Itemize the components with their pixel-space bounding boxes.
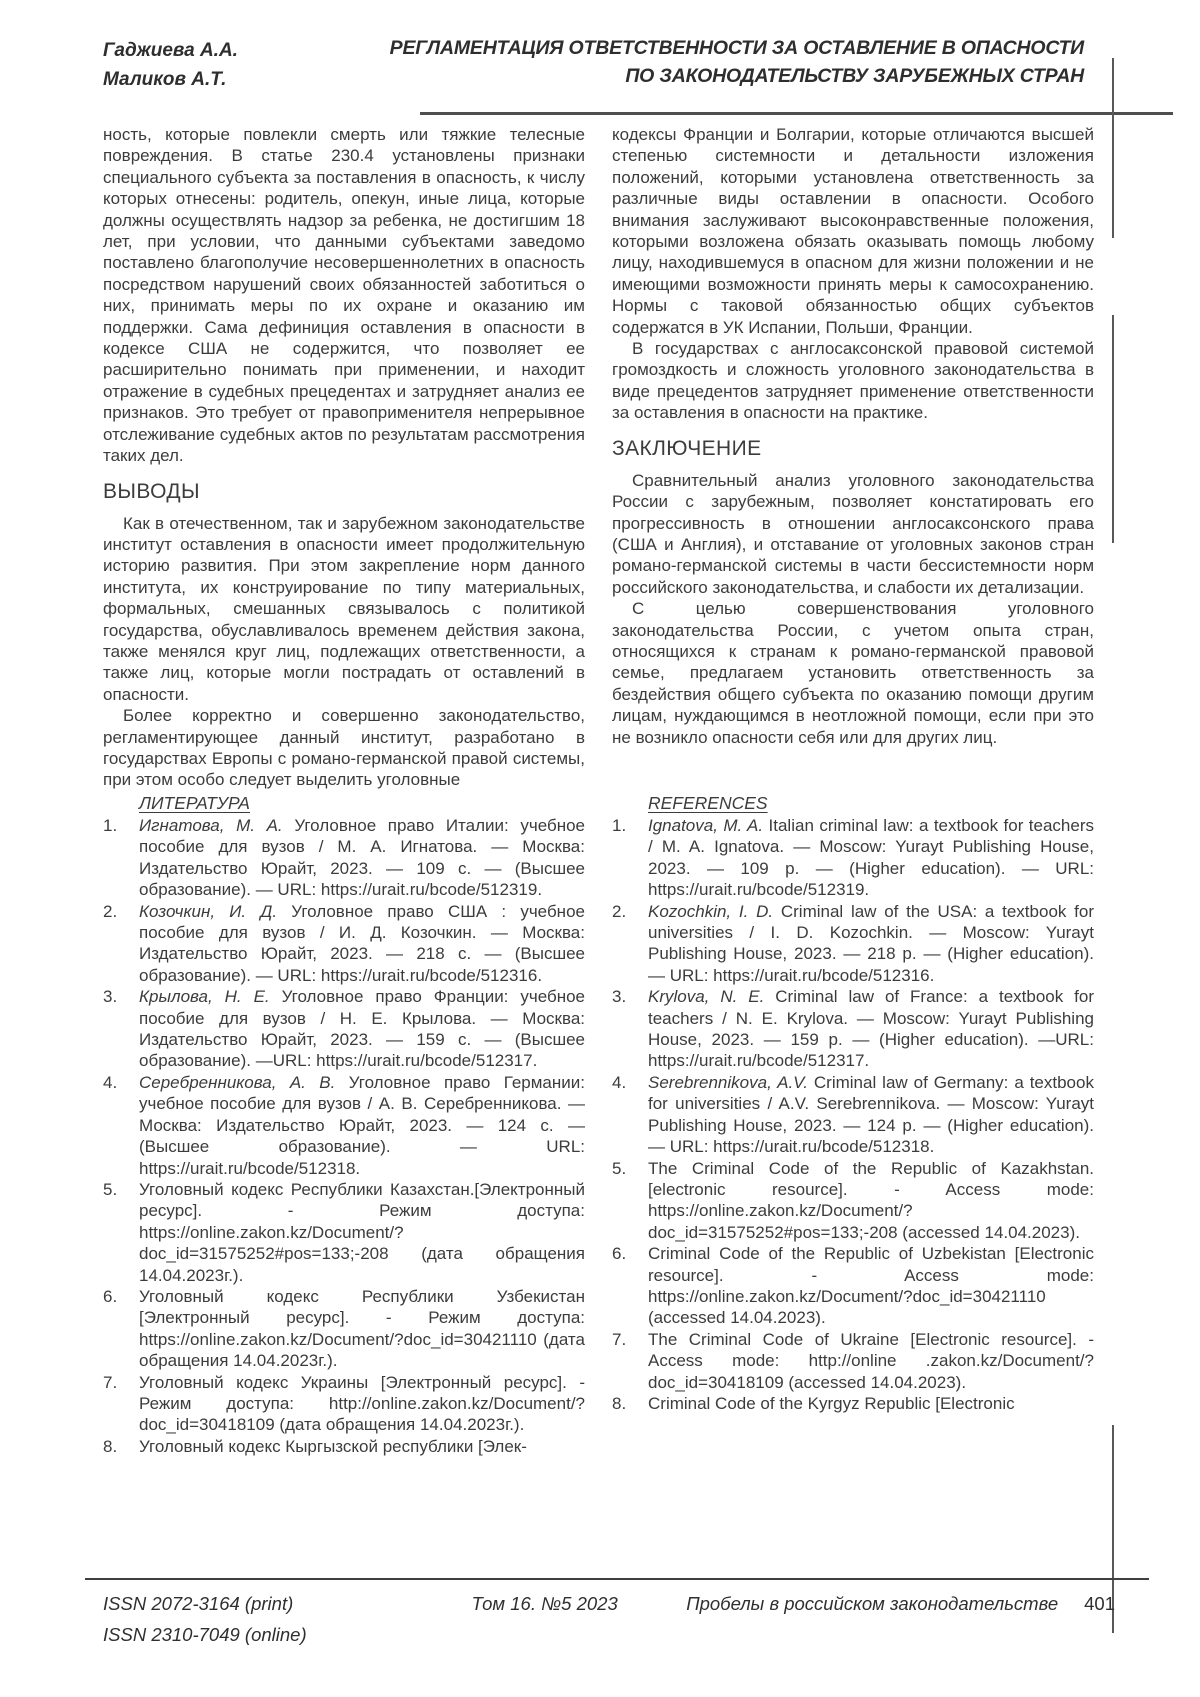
article-title bbox=[384, 34, 1084, 90]
paragraph: Сравнительный анализ уголовного законодательства России с зарубежным, позволяет констатировать его прогрессивность в отношении англосаксонского права (США и Англия), и отставание от уголовных законов стран романо-германской системы в части бессистемности норм российского законодательства, и слабости их детализации. bbox=[612, 470, 1094, 597]
reference-body: Уголовный кодекс Республики Узбекистан [Электронный ресурс]. - Режим доступа: https://online.zakon.kz/Document/?doc_id=30421110 (дата обращения 14.04.2023г.). bbox=[139, 1286, 585, 1371]
reference-author: Kozochkin, I. D. bbox=[648, 901, 774, 921]
paragraph: В государствах с англосаксонской правовой системой громоздкость и сложность уголовного законодательства в виде прецедентов затрудняет применение ответственности за оставления в опасности на практике. bbox=[612, 339, 1094, 423]
reference-author: Серебренникова, А. В. bbox=[139, 1072, 336, 1092]
reference-author: Игнатова, М. А. bbox=[139, 816, 283, 835]
reference-number: 1. bbox=[612, 816, 627, 835]
references-list bbox=[612, 815, 1094, 1414]
reference-text bbox=[648, 901, 1094, 987]
reference-text bbox=[648, 1329, 1094, 1393]
reference-number: 2. bbox=[103, 901, 118, 921]
reference-number: 3. bbox=[103, 987, 118, 1007]
reference-author: Krylova, N. E. bbox=[648, 987, 765, 1007]
right-margin-rule-middle bbox=[1112, 315, 1114, 543]
reference-number: 2. bbox=[612, 901, 627, 921]
reference-number: 8. bbox=[612, 1393, 627, 1413]
references-section bbox=[612, 793, 1094, 1457]
reference-item bbox=[612, 986, 1094, 1072]
reference-number: 1. bbox=[103, 816, 118, 835]
reference-body: Уголовный кодекс Кыргызской республики [Элек- bbox=[139, 1436, 527, 1456]
literature-section bbox=[103, 793, 585, 1457]
reference-number: 5. bbox=[612, 1158, 627, 1178]
header-rule bbox=[420, 112, 1173, 115]
paragraph: С целью совершенствования уголовного законодательства России, с учетом опыта стран, относящихся к странам к романо-германской правовой семье, предлагаем установить ответственность за бездействия общего субъекта по оказанию помощи другим лицам, нуждающимся в неотложной помощи, если при это не возникло опасности себя или для других лиц. bbox=[612, 599, 1094, 747]
reference-text bbox=[139, 1072, 585, 1179]
reference-body: Уголовный кодекс Республики Казахстан.[Электронный ресурс]. - Режим доступа: https://online.zakon.kz/Document/?doc_id=31575252#pos=133;-208 (дата обращения 14.04.2023г.). bbox=[139, 1179, 585, 1285]
reference-body: The Criminal Code of the Republic of Kazakhstan. [electronic resource]. - Access mode: https://online.zakon.kz/Document/?doc_id=31575252#pos=133;-208 (accessed 14.04.2023). bbox=[648, 1158, 1094, 1242]
reference-number: 8. bbox=[103, 1436, 118, 1456]
reference-body: Уголовное право Германии: учебное пособие для вузов / А. В. Серебренникова. — Москва: Издательство Юрайт, 2023. — 124 с. — (Высшее образование). — URL: https://urait.ru/bcode/512318. bbox=[139, 1072, 585, 1178]
reference-item bbox=[612, 1393, 1094, 1414]
reference-item bbox=[103, 901, 585, 987]
page-footer bbox=[103, 1588, 1115, 1650]
reference-body: Уголовное право США : учебное пособие для вузов / И. Д. Козочкин. — Москва: Издательство Юрайт, 2023. — 218 с. — (Высшее образование). — URL: https://urait.ru/bcode/512316. bbox=[139, 901, 585, 985]
reference-item bbox=[612, 1072, 1094, 1158]
reference-body: Criminal law of France: a textbook for teachers / N. E. Krylova. — Moscow: Yurayt Publishing House, 2023. — 159 p. — (Higher education). —URL: https://urait.ru/bcode/512317. bbox=[648, 987, 1094, 1071]
reference-item bbox=[103, 1072, 585, 1179]
reference-item bbox=[612, 815, 1094, 901]
authors-block bbox=[103, 36, 238, 94]
references-heading: REFERENCES bbox=[648, 793, 768, 813]
reference-number: 4. bbox=[103, 1072, 118, 1092]
reference-number: 4. bbox=[612, 1072, 627, 1092]
reference-body: Уголовное право Франции: учебное пособие для вузов / Н. Е. Крылова. — Москва: Издательство Юрайт, 2023. — 159 с. — (Высшее образование). —URL: https://urait.ru/bcode/512317. bbox=[139, 987, 586, 1071]
reference-body: Уголовный кодекс Украины [Электронный ресурс]. - Режим доступа: http://online.zakon.kz/Document/?doc_id=30418109 (дата обращения 14.04.2023г.). bbox=[139, 1372, 585, 1435]
reference-text bbox=[139, 1179, 585, 1286]
issn-print: ISSN 2072-3164 (print) bbox=[103, 1593, 294, 1614]
article-title-line-2: ПО ЗАКОНОДАТЕЛЬСТВУ ЗАРУБЕЖНЫХ СТРАН bbox=[625, 65, 1084, 87]
section-heading-conclusions-ru: ВЫВОДЫ bbox=[103, 479, 200, 503]
reference-item bbox=[103, 1179, 585, 1286]
page-number: 401 bbox=[1084, 1593, 1115, 1614]
reference-text bbox=[139, 986, 585, 1072]
reference-author: Крылова, Н. Е. bbox=[139, 987, 270, 1007]
reference-item bbox=[103, 1436, 585, 1457]
reference-item bbox=[103, 815, 585, 901]
reference-text bbox=[648, 1072, 1094, 1158]
reference-text bbox=[139, 815, 585, 901]
journal-name-block bbox=[686, 1588, 1115, 1619]
reference-text bbox=[139, 901, 585, 987]
footer-rule bbox=[85, 1578, 1149, 1580]
reference-text bbox=[648, 815, 1094, 901]
reference-text bbox=[648, 986, 1094, 1072]
paragraph: кодексы Франции и Болгарии, которые отличаются высшей степенью системности и детальности изложения положений, которыми установлена ответственность за различные виды оставлении в опасности. Особого внимания заслуживают высоконравственные положения, которыми возложена обязать оказывать помощь любому лицу, находившемуся в опасном для жизни положении и не имеющими возможности принять меры к самосохранению. Нормы с таковой обязанностью общих субъектов содержатся в УК Испании, Польши, Франции. bbox=[612, 125, 1094, 337]
reference-text bbox=[139, 1286, 585, 1372]
literature-heading: ЛИТЕРАТУРА bbox=[139, 793, 250, 813]
left-column-body bbox=[103, 124, 585, 793]
article-content bbox=[103, 124, 1094, 1457]
reference-item bbox=[612, 1243, 1094, 1329]
reference-number: 3. bbox=[612, 987, 627, 1007]
author-name-2: Маликов А.Т. bbox=[103, 69, 227, 90]
reference-item bbox=[103, 1286, 585, 1372]
reference-item bbox=[612, 1329, 1094, 1393]
reference-body: Criminal Code of the Kyrgyz Republic [Electronic bbox=[648, 1393, 1015, 1413]
reference-number: 6. bbox=[103, 1286, 118, 1306]
section-heading-conclusion: ЗАКЛЮЧЕНИЕ bbox=[612, 436, 762, 460]
reference-text bbox=[648, 1243, 1094, 1329]
reference-body: Criminal Code of the Republic of Uzbekistan [Electronic resource]. - Access mode: https://online.zakon.kz/Document/?doc_id=30421110 (accessed 14.04.2023). bbox=[648, 1244, 1094, 1328]
reference-item bbox=[612, 1158, 1094, 1244]
author-name-1: Гаджиева А.А. bbox=[103, 40, 238, 61]
reference-body: Criminal law of the USA: a textbook for universities / I. D. Kozochkin. — Moscow: Yurayt Publishing House, 2023. — 218 p. — (Higher education). — URL: https://urait.ru/bcode/512316. bbox=[648, 901, 1094, 985]
reference-body: Italian criminal law: a textbook for teachers / M. A. Ignatova. — Moscow: Yurayt Publishing House, 2023. — 109 p. — (Higher education). — URL: https://urait.ru/bcode/512319. bbox=[648, 816, 1094, 900]
reference-author: Козочкин, И. Д. bbox=[139, 901, 278, 921]
reference-number: 7. bbox=[103, 1372, 118, 1392]
article-title-line-1: РЕГЛАМЕНТАЦИЯ ОТВЕТСТВЕННОСТИ ЗА ОСТАВЛЕНИЕ В ОПАСНОСТИ bbox=[389, 37, 1084, 59]
journal-name: Пробелы в российском законодательстве bbox=[686, 1593, 1059, 1614]
right-column-body bbox=[612, 124, 1094, 793]
reference-item bbox=[103, 986, 585, 1072]
reference-author: Serebrennikova, A.V. bbox=[648, 1072, 808, 1092]
reference-text bbox=[139, 1372, 585, 1436]
reference-text bbox=[139, 1436, 585, 1457]
reference-item bbox=[103, 1372, 585, 1436]
issn-online: ISSN 2310-7049 (online) bbox=[103, 1624, 307, 1645]
issn-block bbox=[103, 1588, 403, 1650]
reference-item bbox=[612, 901, 1094, 987]
right-margin-rule-top bbox=[1112, 58, 1114, 238]
volume-info: Том 16. №5 2023 bbox=[471, 1593, 618, 1614]
paragraph: ность, которые повлекли смерть или тяжкие телесные повреждения. В статье 230.4 установлены признаки специального субъекта за поставления в опасность, к числу которых отнесены: родитель, опекун, иные лица, которые должны осуществлять надзор за ребенка, не достигшим 18 лет, при условии, что данными субъектами заведомо поставлено благополучие несовершеннолетних в опасность посредством нарушений своих обязанностей заботиться о них, принимать меры по их охране и оказанию им поддержки. Сама дефиниция оставления в опасности в кодексе США не содержится, что позволяет ее расширительно понимать при применении, и находит отражение в судебных прецедентах и затрудняет анализ ее признаков. Это требует от правоприменителя непрерывное отслеживание судебных актов по результатам рассмотрения таких дел. bbox=[103, 125, 585, 466]
reference-author: Ignatova, M. A. bbox=[648, 816, 764, 835]
reference-number: 7. bbox=[612, 1329, 627, 1349]
reference-body: Criminal law of Germany: a textbook for universities / A.V. Serebrennikova. — Moscow: Yurayt Publishing House, 2023. — 124 p. — (Higher education). — URL: https://urait.ru/bcode/512318. bbox=[648, 1072, 1094, 1157]
reference-text bbox=[648, 1393, 1094, 1414]
reference-number: 5. bbox=[103, 1179, 118, 1199]
reference-body: The Criminal Code of Ukraine [Electronic resource]. - Access mode: http://online .zakon.kz/Document/?doc_id=30418109 (accessed 14.04.2023). bbox=[648, 1329, 1094, 1392]
paragraph: Как в отечественном, так и зарубежном законодательстве институт оставления в опасности имеет продолжительную историю развития. При этом закрепление норм данного института, их конструирование по типу материальных, формальных, смешанных связывалось с политикой государства, обуславливалось временем действия закона, также менялся круг лиц, подлежащих ответственности, а также лиц, которые могли пострадать от оставлений в опасности. bbox=[103, 513, 585, 704]
reference-text bbox=[648, 1158, 1094, 1244]
reference-number: 6. bbox=[612, 1244, 627, 1264]
paragraph: Более корректно и совершенно законодательство, регламентирующее данный институт, разработано в государствах Европы с романо-германской правой системы, при этом особо следует выделить уголовные bbox=[103, 706, 585, 790]
literature-list bbox=[103, 815, 585, 1457]
reference-body: Уголовное право Италии: учебное пособие для вузов / М. А. Игнатова. — Москва: Издательство Юрайт, 2023. — 109 с. — (Высшее образование). — URL: https://urait.ru/bcode/512319. bbox=[139, 816, 585, 900]
